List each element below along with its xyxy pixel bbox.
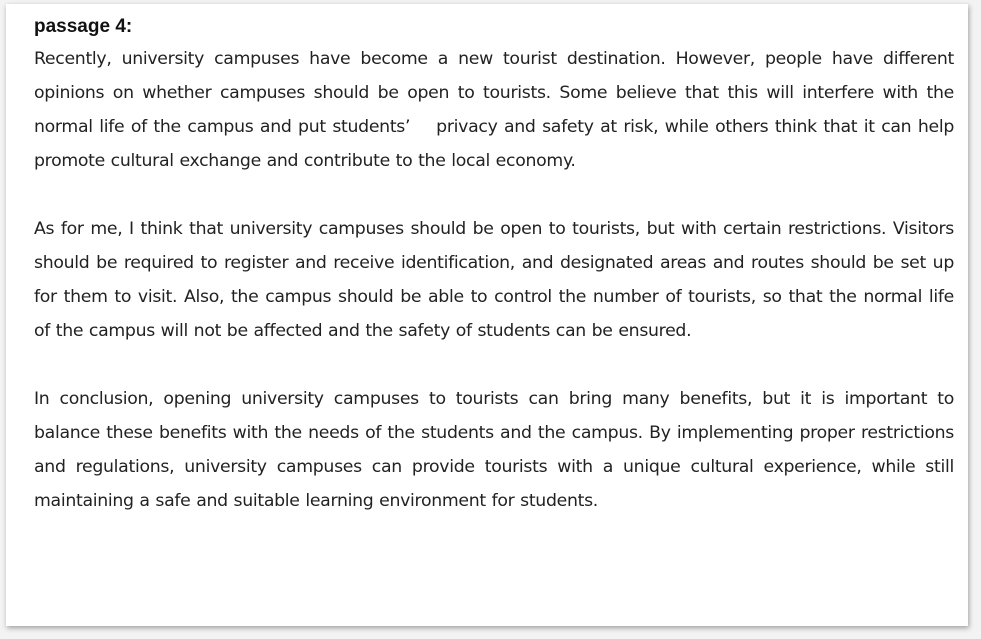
paragraph-spacer — [34, 178, 954, 212]
paragraph-opinion: As for me, I think that university campuses should be open to tourists, but with certain restrictions. Visitors should be required to register and receive identification, and designated areas and routes should be set up for them to visit. Also, the campus should be able to control the number of tourists, so that the normal life of the campus will not be affected and the safety of students can be ensured. — [34, 219, 954, 341]
paragraph-spacer — [34, 348, 954, 382]
passage-card — [6, 4, 968, 626]
passage-title: passage 4: — [34, 16, 133, 37]
paragraph-conclusion: In conclusion, opening university campuses to tourists can bring many benefits, but it is important to balance these benefits with the needs of the students and the campus. By implementing proper restrictions and regulations, university campuses can provide tourists with a unique cultural experience, while still maintaining a safe and suitable learning environment for students. — [34, 389, 954, 511]
paragraph-intro: Recently, university campuses have become a new tourist destination. However, people have different opinions on whether campuses should be open to tourists. Some believe that this will interfere with the normal life of the campus and put students’ privacy and safety at risk, while others think that it can help promote cultural exchange and contribute to the local economy. — [34, 49, 954, 171]
